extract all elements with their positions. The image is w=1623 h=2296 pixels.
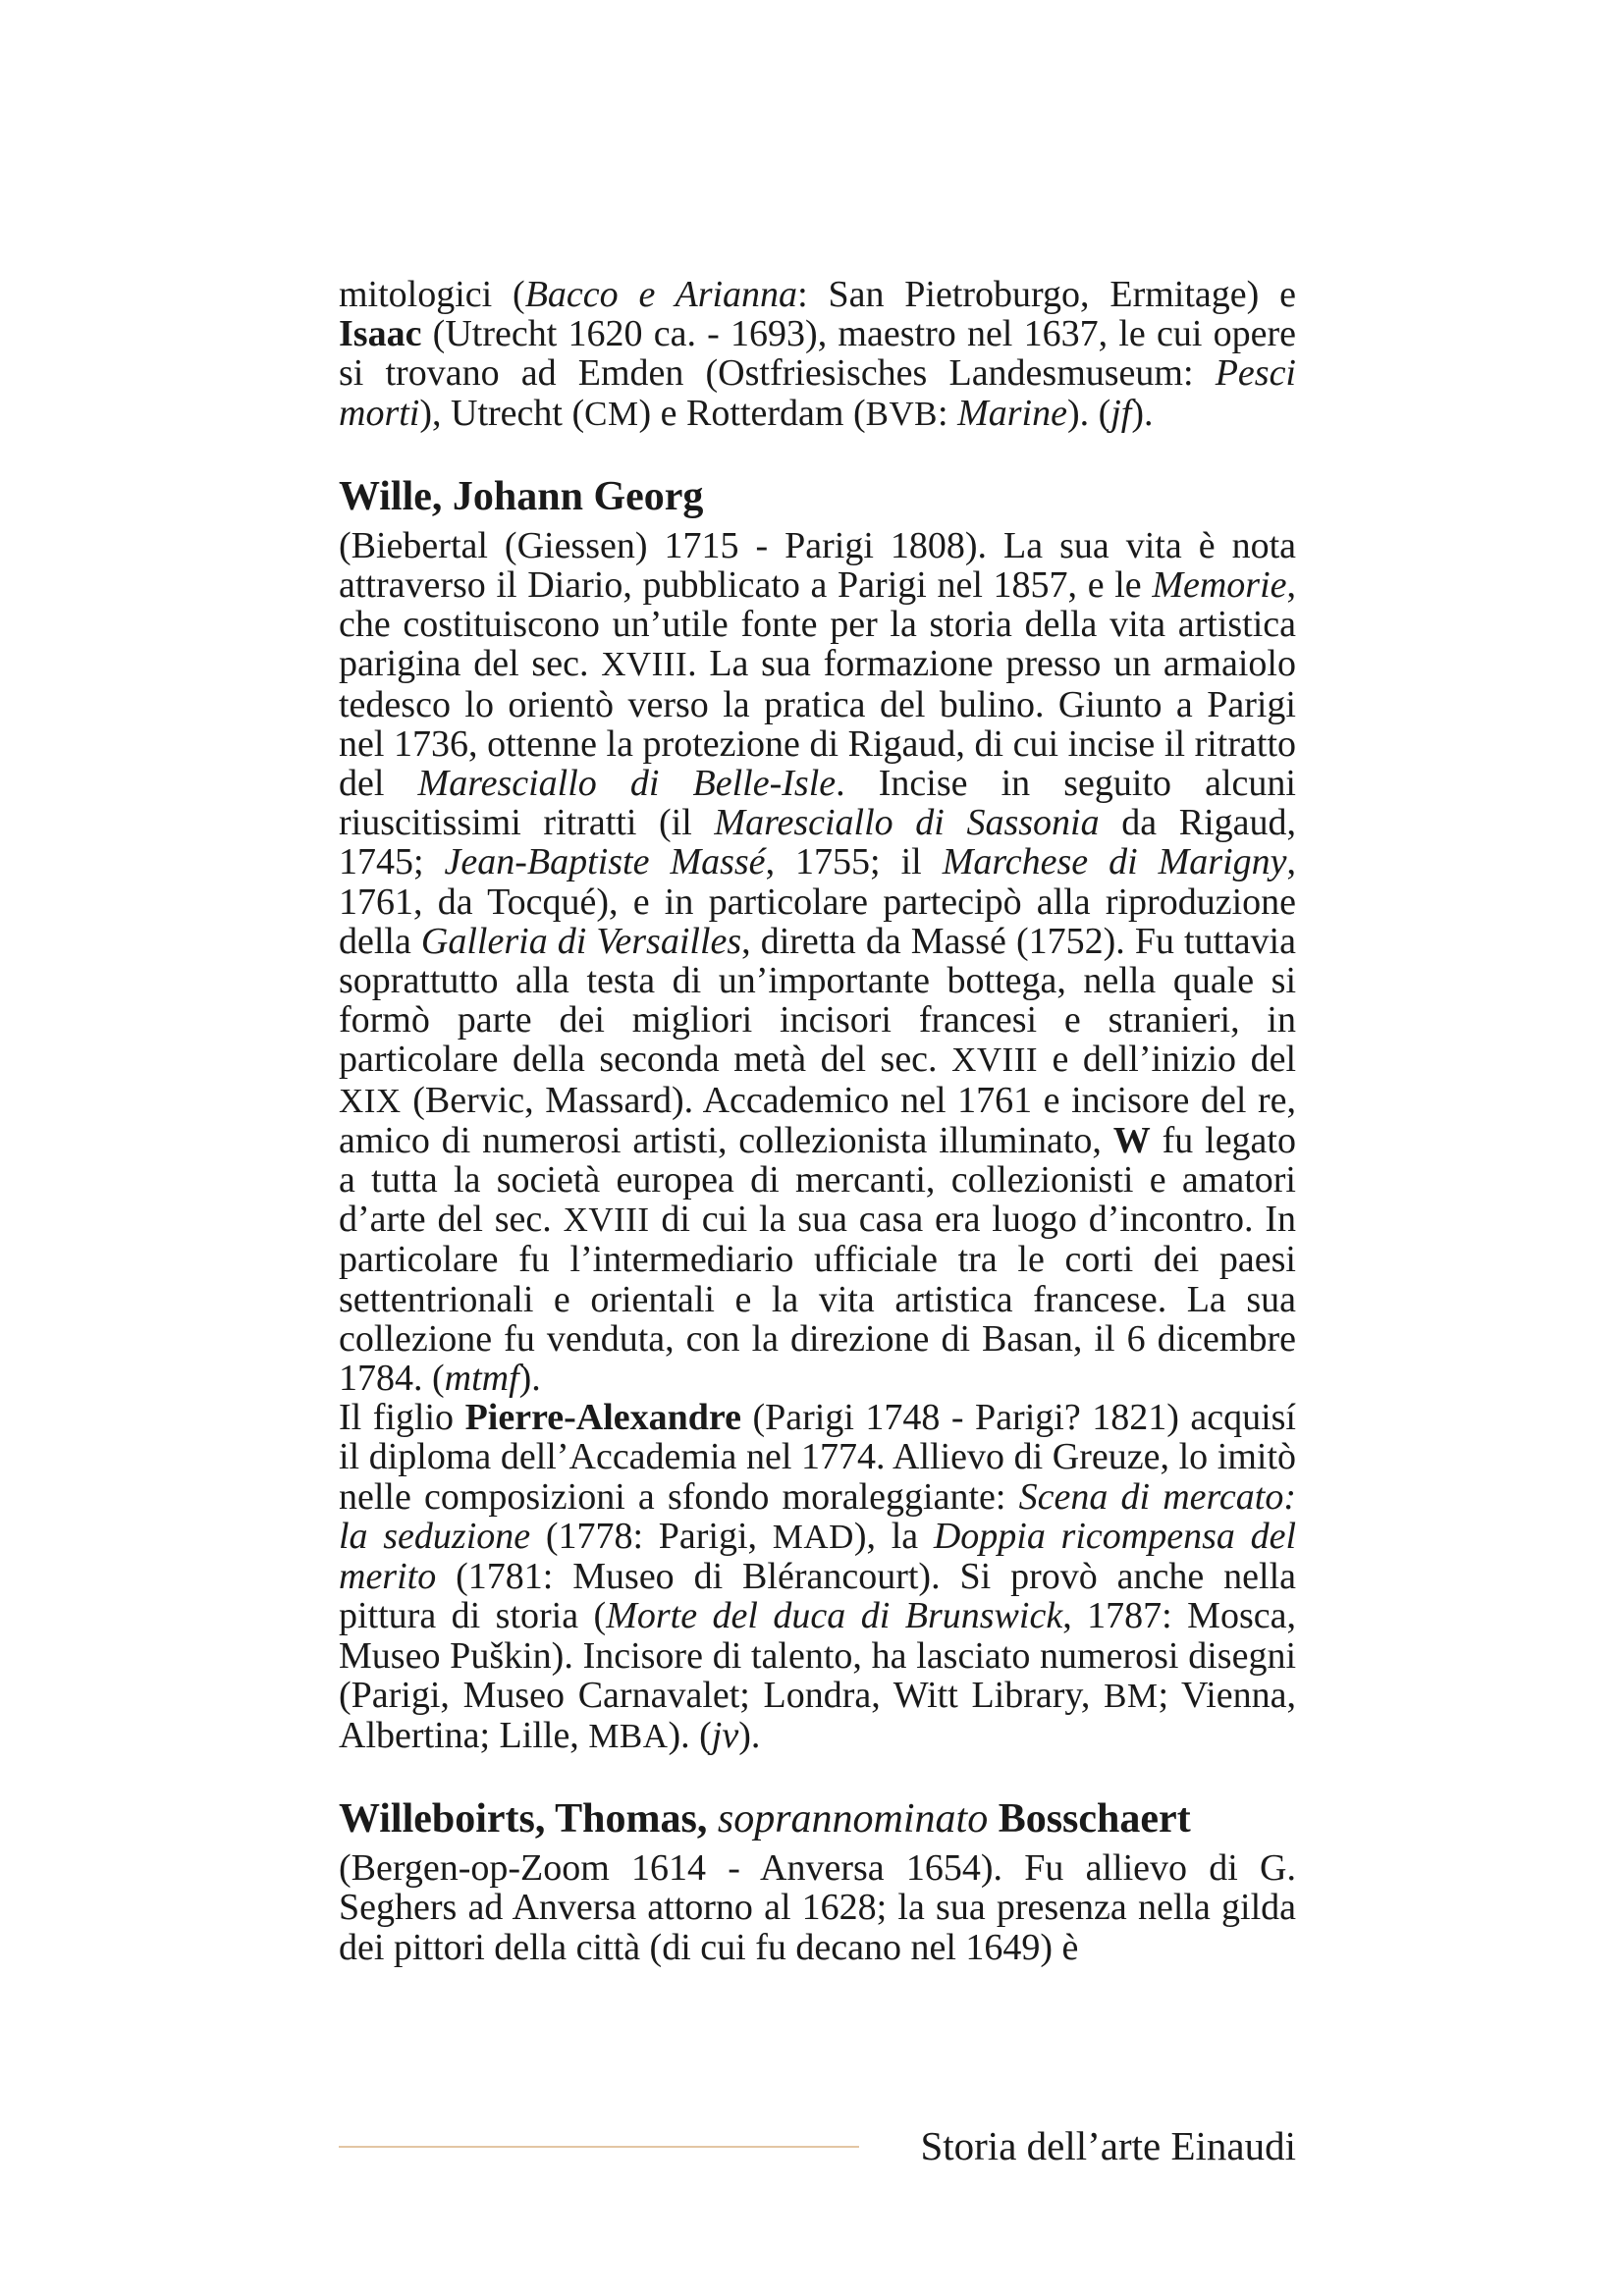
museum-abbrev: MBA <box>588 1716 669 1755</box>
artwork-title: Marchese di Marigny <box>942 841 1287 883</box>
artist-name: Pierre-Alexandre <box>464 1397 741 1439</box>
artwork-title: Maresciallo di Sassonia <box>714 802 1100 844</box>
wille-paragraph-1 <box>339 526 1296 1398</box>
work-title: Memorie <box>1152 564 1287 607</box>
artwork-title: Doppia ricompensa del merito <box>339 1515 1296 1598</box>
footer-title: Storia dell’arte Einaudi <box>920 2123 1296 2168</box>
artist-abbrev: W <box>1112 1119 1151 1161</box>
text-run: di cui la sua casa era luogo d’incontro. In particolare fu l’intermediario ufficiale tra le corti dei paesi settentrionali e orientali e la vita artistica francese. La sua collezione fu venduta, con la direzione di Basan, il 6 dicembre 1784. ( <box>339 1199 1296 1400</box>
artwork-title: Galleria di Versailles <box>420 920 742 962</box>
museum-abbrev: MAD <box>772 1517 854 1556</box>
text-run: , 1787: Mosca, Museo Puškin). Incisore di talento, ha lasciato numerosi disegni (Parigi, Museo Carnavalet; Londra, Witt Library, <box>339 1595 1296 1716</box>
text-run: , 1755; il <box>765 841 943 883</box>
artwork-title: Morte del duca di Brunswick <box>606 1595 1063 1637</box>
continuation-paragraph <box>339 275 1296 434</box>
text-run: Il figlio <box>339 1397 465 1439</box>
text-run: . Incise in seguito alcuni riuscitissimi ritratti (il <box>339 763 1296 844</box>
text-run: mitologici ( <box>339 274 525 315</box>
author-initials: mtmf <box>444 1358 519 1400</box>
museum-abbrev: BVB <box>865 394 938 433</box>
text-run: ). ( <box>1066 392 1111 434</box>
text-run: ), la <box>853 1515 934 1557</box>
text-run: ) e Rotterdam ( <box>638 392 866 434</box>
century-numeral: XIX <box>339 1081 402 1120</box>
text-run: : San Pietroburgo, Ermitage) e <box>797 274 1296 315</box>
text-run: (Utrecht 1620 ca. - 1693), maestro nel 1637, le cui opere si trovano ad Emden (Ostfriesisches Landesmuseum: <box>339 313 1296 395</box>
author-initials: jf <box>1110 392 1132 434</box>
text-run: fu legato a tutta la società europea di mercanti, collezionisti e amatori d’arte del sec. <box>339 1119 1296 1241</box>
text-run: da Rigaud, 1745; <box>339 802 1297 883</box>
museum-abbrev: CM <box>584 394 639 433</box>
text-run: : <box>938 392 958 434</box>
century-numeral: XVIII <box>601 645 688 684</box>
author-initials: jv <box>711 1714 739 1756</box>
text-run: ). <box>1131 392 1154 434</box>
artwork-title: Maresciallo di Belle-Isle <box>417 763 837 805</box>
heading-name: Willeboirts, Thomas, <box>339 1796 718 1842</box>
text-run: ). <box>738 1714 761 1756</box>
willeboirts-paragraph-1: (Bergen-op-Zoom 1614 - Anversa 1654). Fu allievo di G. Seghers ad Anversa attorno al 1628; la sua presenza nella gilda dei pittori della città (di cui fu decano nel 1649) è <box>339 1847 1296 1968</box>
text-run: , che costituiscono un’utile fonte per la storia della vita artistica parigina del sec. <box>339 564 1296 685</box>
heading-qualifier: soprannominato <box>717 1796 989 1842</box>
text-run: (Biebertal (Giessen) 1715 - Parigi 1808). La sua vita è nota attraverso il Diario, pubblicato a Parigi nel 1857, e le <box>339 524 1296 607</box>
museum-abbrev: BM <box>1104 1676 1159 1715</box>
text-run: (1781: Museo di Blérancourt). Si provò anche nella pittura di storia ( <box>339 1556 1296 1637</box>
entry-heading-willeboirts <box>339 1793 1296 1844</box>
artwork-title: Marine <box>957 392 1067 434</box>
entry-heading-wille: Wille, Johann Georg <box>339 473 704 519</box>
text-run: ), Utrecht ( <box>419 392 585 434</box>
text-run: ). <box>518 1358 541 1400</box>
artwork-title: Pesci morti <box>339 352 1296 434</box>
page-text <box>339 275 1296 1967</box>
artist-name: Isaac <box>339 313 422 355</box>
artwork-title: Jean-Baptiste Massé <box>444 841 766 883</box>
artwork-title: Bacco e Arianna <box>524 274 798 315</box>
text-run: (Bervic, Massard). Accademico nel 1761 e incisore del re, amico di numerosi artisti, collezionista illuminato, <box>339 1079 1296 1161</box>
century-numeral: XVIII <box>951 1041 1038 1080</box>
century-numeral: XVIII <box>563 1201 650 1240</box>
text-run: (Parigi 1748 - Parigi? 1821) acquisí il diploma dell’Accademia nel 1774. Allievo di Greuze, lo imitò nelle composizioni a sfondo moraleggiante: <box>339 1397 1296 1518</box>
wille-paragraph-2 <box>339 1398 1296 1756</box>
text-run: , diretta da Massé (1752). Fu tuttavia soprattutto alla testa di un’importante bottega, nella quale si formò parte dei migliori incisori francesi e stranieri, in particolare della seconda metà del sec. <box>339 920 1296 1081</box>
artwork-title: Scena di mercato: la seduzione <box>339 1475 1296 1557</box>
footer-rule <box>339 2146 859 2148</box>
text-run: (1778: Parigi, <box>530 1515 773 1557</box>
text-run: ). ( <box>668 1714 712 1756</box>
text-run: , 1761, da Tocqué), e in particolare partecipò alla riproduzione della <box>339 841 1296 962</box>
heading-nickname: Bosschaert <box>988 1796 1191 1842</box>
text-run: ; Vienna, Albertina; Lille, <box>339 1674 1296 1756</box>
text-run: . La sua formazione presso un armaiolo tedesco lo orientò verso la pratica del bulino. Giunto a Parigi nel 1736, ottenne la protezione di Rigaud, di cui incise il ritratto del <box>339 643 1296 805</box>
text-run: e dell’inizio del <box>1037 1039 1296 1081</box>
